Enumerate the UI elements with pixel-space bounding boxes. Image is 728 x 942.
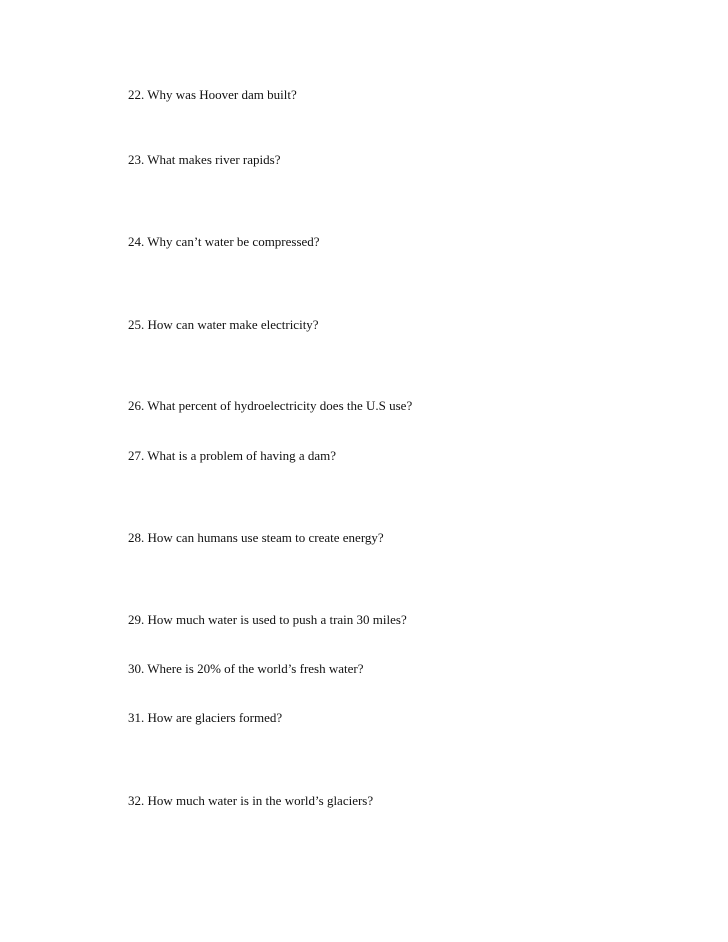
question-27: 27. What is a problem of having a dam? [128,448,337,463]
question-32: 32. How much water is in the world’s glaciers? [128,793,374,808]
question-25: 25. How can water make electricity? [128,317,319,332]
question-24: 24. Why can’t water be compressed? [128,234,320,249]
question-28: 28. How can humans use steam to create energy? [128,530,384,545]
question-31: 31. How are glaciers formed? [128,710,283,725]
question-26: 26. What percent of hydroelectricity does the U.S use? [128,398,413,413]
question-29: 29. How much water is used to push a train 30 miles? [128,612,407,627]
question-30: 30. Where is 20% of the world’s fresh water? [128,661,364,676]
question-22: 22. Why was Hoover dam built? [128,87,297,102]
question-23: 23. What makes river rapids? [128,152,281,167]
